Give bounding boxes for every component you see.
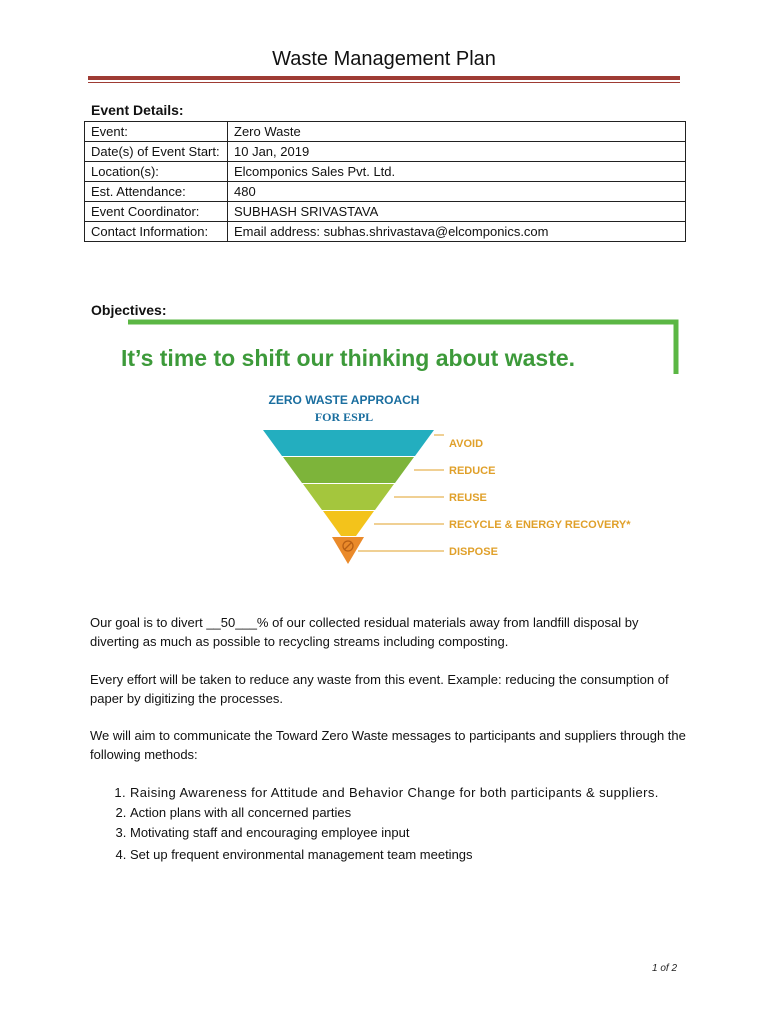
row-value: SUBHASH SRIVASTAVA xyxy=(228,202,686,222)
document-title: Waste Management Plan xyxy=(272,48,496,70)
row-value: Zero Waste xyxy=(228,122,686,142)
communication-paragraph: We will aim to communicate the Toward Zero Waste messages to participants and suppliers through the following methods: xyxy=(90,728,686,762)
level-label-reuse: REUSE xyxy=(449,492,487,504)
table-row xyxy=(85,142,686,162)
list-item: 1. Raising Awareness for Attitude and Behavior Change for both participants & suppliers. xyxy=(130,783,710,802)
goal-paragraph: Our goal is to divert __50___% of our collected residual materials away from landfill disposal by diverting as much as possible to recycling streams including composting. xyxy=(90,615,639,649)
pyramid-level-recycle xyxy=(323,511,374,536)
list-item: 2. Action plans with all concerned parties xyxy=(130,803,710,822)
row-label: Location(s): xyxy=(85,162,228,182)
table-row xyxy=(85,202,686,222)
row-value: 480 xyxy=(228,182,686,202)
row-label: Est. Attendance: xyxy=(85,182,228,202)
methods-list xyxy=(90,783,710,864)
pyramid-level-reuse xyxy=(303,484,394,510)
level-label-recycle: RECYCLE & ENERGY RECOVERY* xyxy=(449,519,631,531)
title-rule-thin xyxy=(88,82,680,83)
table-row xyxy=(85,162,686,182)
row-label: Date(s) of Event Start: xyxy=(85,142,228,162)
table-row xyxy=(85,182,686,202)
pyramid-level-avoid xyxy=(263,430,434,456)
row-label: Event: xyxy=(85,122,228,142)
row-label: Event Coordinator: xyxy=(85,202,228,222)
pyramid-subtitle: FOR ESPL xyxy=(314,410,374,424)
pyramid-title: ZERO WASTE APPROACH xyxy=(268,393,420,407)
table-row xyxy=(85,122,686,142)
row-label: Contact Information: xyxy=(85,222,228,242)
level-label-dispose: DISPOSE xyxy=(449,546,498,558)
banner-headline: It’s time to shift our thinking about waste. xyxy=(121,345,576,371)
zero-waste-graphic xyxy=(118,318,684,578)
event-details-heading: Event Details: xyxy=(91,102,184,118)
title-rule xyxy=(88,76,680,80)
row-value: Elcomponics Sales Pvt. Ltd. xyxy=(228,162,686,182)
row-value: Email address: subhas.shrivastava@elcomponics.com xyxy=(228,222,686,242)
objectives-heading: Objectives: xyxy=(91,302,167,318)
level-label-reduce: REDUCE xyxy=(449,465,496,477)
table-row xyxy=(85,222,686,242)
row-value: 10 Jan, 2019 xyxy=(228,142,686,162)
event-details-table xyxy=(84,121,686,242)
list-item: 4. Set up frequent environmental management team meetings xyxy=(130,845,710,864)
page-number: 1 of 2 xyxy=(652,963,678,974)
pyramid-level-reduce xyxy=(283,457,414,483)
level-label-avoid: AVOID xyxy=(449,438,484,450)
effort-paragraph: Every effort will be taken to reduce any waste from this event. Example: reducing the consumption of paper by digitizing the processes. xyxy=(90,672,669,706)
list-item: 3. Motivating staff and encouraging employee input xyxy=(130,823,710,842)
